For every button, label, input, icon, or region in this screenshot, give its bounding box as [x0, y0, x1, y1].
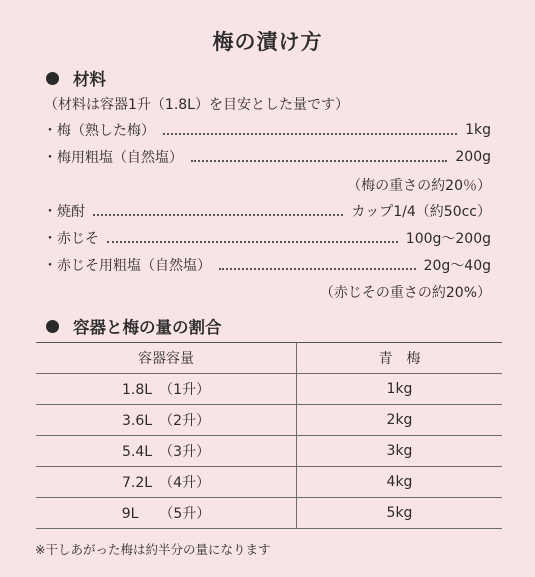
ume-amount-cell: 1kg: [297, 374, 503, 405]
leader-dots: [93, 214, 343, 216]
materials-heading: [46, 66, 106, 90]
materials-heading-label: 材料: [73, 70, 106, 89]
material-amount: 1kg: [465, 122, 491, 138]
material-name: ・赤じそ用粗塩（自然塩）: [43, 258, 211, 274]
material-item: [43, 120, 491, 140]
material-item: [43, 228, 491, 248]
ume-amount-cell: 4kg: [297, 467, 503, 498]
column-header-ume: 青 梅: [297, 343, 503, 374]
bullet-icon: [46, 72, 59, 85]
table-row: [36, 405, 502, 436]
material-subnote: （赤じその重さの約20%）: [319, 285, 491, 301]
material-item: [43, 201, 491, 221]
material-name: ・赤じそ: [43, 231, 99, 247]
column-header-container: 容器容量: [36, 343, 297, 374]
material-subnote: （梅の重さの約20％）: [347, 178, 491, 194]
ume-amount-cell: 5kg: [297, 498, 503, 529]
material-name: ・梅用粗塩（自然塩）: [43, 150, 183, 166]
container-size-cell: 5.4L （3升）: [36, 436, 297, 467]
ratio-table: [36, 342, 502, 529]
leader-dots: [219, 268, 416, 270]
bullet-icon: [46, 320, 59, 333]
table-row: [36, 374, 502, 405]
material-item: [43, 147, 491, 167]
material-amount: 100g〜200g: [405, 231, 491, 247]
table-row: [36, 436, 502, 467]
container-size-cell: 3.6L （2升）: [36, 405, 297, 436]
material-amount: 20g〜40g: [423, 258, 491, 274]
material-amount: 200g: [455, 149, 491, 165]
material-name: ・梅（熟した梅）: [43, 123, 155, 139]
container-size-cell: 9L （5升）: [36, 498, 297, 529]
table-row: [36, 498, 502, 529]
table-row: [36, 467, 502, 498]
ratio-heading: [46, 314, 222, 338]
page-title: 梅の漬け方: [212, 30, 323, 54]
ume-amount-cell: 3kg: [297, 436, 503, 467]
container-size-cell: 7.2L （4升）: [36, 467, 297, 498]
ratio-heading-label: 容器と梅の量の割合: [73, 318, 222, 337]
material-item: [43, 255, 491, 275]
material-name: ・焼酎: [43, 204, 85, 220]
footnote: ※干しあがった梅は約半分の量になります: [35, 542, 271, 557]
leader-dots: [163, 133, 457, 135]
material-amount: カップ1/4（約50cc）: [351, 204, 491, 220]
table-header-row: [36, 343, 502, 374]
materials-note: （材料は容器1升（1.8L）を目安とした量です）: [44, 97, 349, 113]
leader-dots: [191, 160, 447, 162]
container-size-cell: 1.8L （1升）: [36, 374, 297, 405]
ume-amount-cell: 2kg: [297, 405, 503, 436]
leader-dots: [107, 241, 398, 243]
